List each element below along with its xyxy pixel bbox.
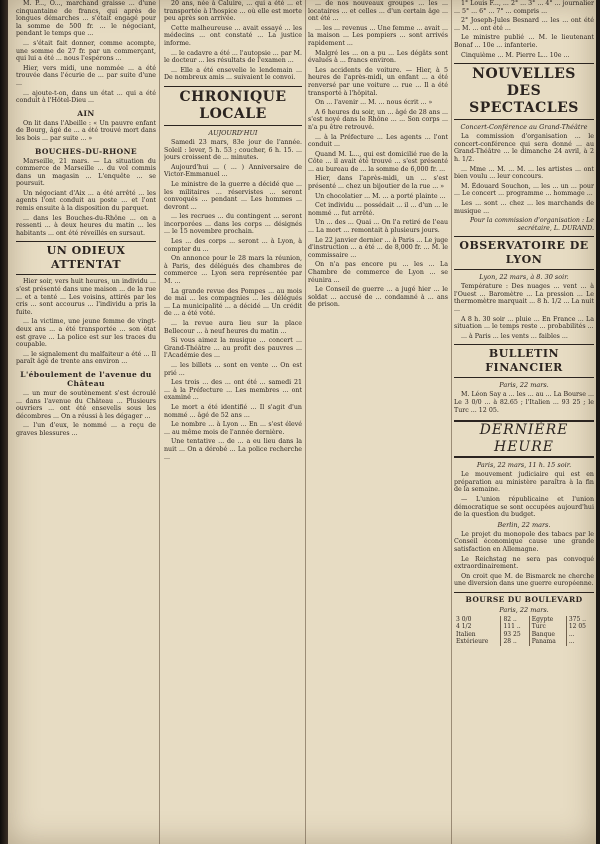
article-paragraph: La grande revue des Pompes ... au mois de mai ... les compagnies ... les délégués ... La municipalité ... a décidé ... Un crédit de ... a été voté. (164, 287, 302, 318)
article-paragraph: Le nombre ... à Lyon ... En ... s'est élevé ... au même mois de l'année dernière. (164, 421, 302, 436)
section-heading: UN ODIEUX ATTENTAT (16, 241, 156, 275)
article-paragraph: Les trois ... des ... ont été ... samedi 21 ... à la Préfecture ... Les membres ... ont examiné ... (164, 379, 302, 402)
article-paragraph: Le Reichstag ne sera pas convoqué extraordinairement. (454, 555, 594, 571)
page-edge-shadow (0, 0, 8, 844)
table-cell: Panama (529, 638, 566, 646)
article-paragraph: 20 ans, née à Caluire, ... qui a été ... et transportée à l'hospice ... où elle est morte peu après son arrivée. (164, 0, 302, 23)
article-paragraph: Hier, vers midi, une nommée ... a été trouvée dans l'écurie de ... par suite d'une ... (16, 64, 156, 87)
article-paragraph: Une tentative ... de ... a eu lieu dans la nuit ... On a dérobé ... La police recherche ... (164, 438, 302, 461)
article-paragraph: M. Édouard Souchon, ... les ... un ... pour ... Le concert ... programme ... hommage ... (454, 182, 594, 198)
article-paragraph: ... dans les Bouches-du-Rhône ... on a ressenti ... à deux heures du matin ... les habitants ... ont été réveillés en sursaut. (16, 214, 156, 237)
article-paragraph: Cinquième ... M. Pierre L... 10e ... (461, 51, 570, 59)
signature-line: Pour la commission d'organisation : Le secrétaire, L. DURAND. (469, 217, 594, 232)
article-paragraph: Hier soir, vers huit heures, un individu ... s'est présenté dans une maison ... de la rue ... et a tenté ... Les voisins, attirés par les cris ... sont accourus ... l'individu a pris la fuite. (16, 278, 156, 316)
article-paragraph: La commission d'organisation ... le concert-conférence qui sera donné ... au Grand-Théâtre ... le dimanche 24 avril, à 2 h. 1/2. (454, 133, 594, 163)
article-paragraph: ... un mur de soutènement s'est écroulé ... dans l'avenue du Château ... Plusieurs ouvriers ... ont été ensevelis sous les décombres ... On a réussi à les dégager ... (16, 389, 156, 420)
article-paragraph: M. Léon Say a ... les ... au ... La Bourse ... Le 3 0/0 ... à 82.65 ; l'Italien ... 93 25 ; le Turc ... 12 05. (454, 391, 594, 414)
article-paragraph: ... l'un d'eux, le nommé ... a reçu de graves blessures ... (16, 422, 156, 437)
article-paragraph: Aujourd'hui ... ( ... ) Anniversaire de Victor-Emmanuel ... (164, 163, 302, 179)
article-paragraph: On lit dans l'Abeille : « Un pauvre enfant de Bourg, âgé de ... a été trouvé mort dans les bois ... par suite ... » (16, 119, 156, 142)
article-paragraph: Le Conseil de guerre ... a jugé hier ... le soldat ... accusé de ... condamné à ... ans de prison. (308, 286, 448, 309)
rubric-heading: BOUCHES-DU-RHONE (35, 146, 137, 156)
section-heading: BULLETIN FINANCIER (454, 344, 594, 378)
article-paragraph: ... à la Préfecture ... Les agents ... l'ont conduit ... (308, 133, 448, 149)
dateline: Paris, 22 mars. (499, 605, 549, 614)
table-cell: ... (566, 638, 594, 646)
article-paragraph: ... Mme ... M. ... M. ... les artistes ... ont bien voulu ... leur concours. (454, 165, 594, 181)
article-paragraph: Malgré les ... on a pu ... Les dégâts sont évalués à ... francs environ. (308, 49, 448, 65)
article-paragraph: ... le cadavre a été ... l'autopsie ... par M. le docteur ... les résultats de l'examen ... (164, 49, 302, 65)
article-paragraph: Les ... des corps ... seront ... à Lyon, à compter du ... (164, 238, 302, 253)
article-paragraph: ... de nos nouveaux groupes ... les ... locataires ... et celles ... d'un certain âge ... ont été ... (308, 0, 448, 23)
article-paragraph: ... les ... revenus ... Une femme ... avait ... la maison ... Les pompiers ... sont arrivés rapidement ... (308, 24, 448, 47)
table-cell: 82 .. (501, 616, 529, 624)
section-heading: OBSERVATOIRE DE LYON (454, 236, 594, 270)
column-4 (454, 0, 594, 844)
table-row (454, 631, 594, 639)
article-paragraph: Le ministre de la guerre a décidé que ... les militaires ... réservistes ... seront convoqués ... pendant ... Les hommes ... devront ... (164, 180, 302, 211)
article-paragraph: ... la victime, une jeune femme de vingt-deux ans ... a été transportée ... son état est grave ... La police est sur les traces du coupable. (16, 318, 156, 349)
article-paragraph: M. P..., O..., marchand graisse ... d'une cinquantaine de francs, qui après de longues démarches ... s'était engagé pour la somme de 500 fr. ... le négociant, pendant le temps que ... (16, 0, 156, 38)
article-paragraph: ... la revue aura lieu sur la place Bellecour ... à neuf heures du matin ... (164, 320, 302, 335)
article-paragraph: On n'a pas encore pu ... les ... La Chambre de commerce de Lyon ... se réunira ... (308, 261, 448, 284)
article-paragraph: Le mort a été identifié ... Il s'agit d'un nommé ... âgé de 52 ans ... (164, 403, 302, 419)
article-paragraph: ... les recrues ... du contingent ... seront incorporées ... dans les corps ... désignés ... le 15 novembre prochain. (164, 213, 302, 236)
article-paragraph: On croit que M. de Bismarck ne cherche une diversion dans une guerre européenne. (454, 572, 594, 588)
article-paragraph: Cette malheureuse ... avait essayé ... les médecins ... ont constaté ... La justice informe. (164, 24, 302, 47)
dateline: Concert-Conférence au Grand-Théâtre (460, 123, 588, 132)
table-cell: Egypte (529, 616, 566, 624)
bourse-heading: BOURSE DU BOULEVARD (454, 592, 594, 604)
section-heading: DERNIÈRE HEURE (454, 420, 594, 458)
article-paragraph: 2° Joseph-Jules Besnard ... les ... ont été ... M. ... ont été ... (454, 17, 594, 32)
table-cell: Italien (456, 630, 476, 638)
column-rule (159, 0, 160, 844)
table-cell: Turc (529, 623, 566, 631)
article-paragraph: A 6 heures du soir, un ... âgé de 28 ans ... s'est noyé dans le Rhône ... ... Son corps ... n'a pu être retrouvé. (308, 108, 448, 131)
newspaper-page (8, 0, 596, 844)
article-paragraph: ... à Paris ... les vents ... faibles ... (461, 332, 568, 340)
rubric-heading: AIN (77, 108, 95, 118)
article-paragraph: A 8 h. 30 soir ... pluie ... En France ... La situation ... le temps reste ... probabilités ... (454, 315, 594, 331)
dateline: Berlin, 22 mars. (497, 520, 551, 529)
article-paragraph: Les ... sont ... chez ... les marchands de musique ... (454, 199, 594, 215)
article-paragraph: Un chocolatier ... M. ... a porté plainte ... (315, 192, 446, 200)
article-paragraph: On ... l'avenir ... M. ... nous écrit ... » (315, 99, 433, 107)
table-cell: 375 .. (566, 616, 594, 624)
article-paragraph: Quand M. L..., qui est domicilié rue de la Côte ... il avait été trouvé ... s'est présenté ... au bureau de ... la somme de 6,000 fr. ... (308, 150, 448, 173)
article-paragraph: ... Elle a été ensevelie le lendemain ... De nombreux amis ... suivaient le convoi. (164, 66, 302, 82)
article-paragraph: Samedi 23 mars, 83e jour de l'année. Soleil : lever, 5 h. 53 ; coucher, 6 h. 15. ... jours croissent de ... minutes. (164, 138, 302, 162)
article-paragraph: Hier, dans l'après-midi, un ... s'est présenté ... chez un bijoutier de la rue ... » (308, 175, 448, 191)
article-paragraph: ... le signalement du malfaiteur a été ... Il paraît âgé de trente ans environ ... (16, 350, 156, 366)
article-paragraph: Marseille, 21 mars. — La situation du commerce de Marseille ... du vol commis dans un magasin ... L'enquête ... se poursuit. (16, 157, 156, 188)
table-cell: 111 .. (501, 623, 529, 631)
article-paragraph: — L'union républicaine et l'union démocratique se sont occupées aujourd'hui de la question du budget. (454, 496, 594, 519)
article-paragraph: Le 22 janvier dernier ... à Paris ... Le juge d'instruction ... a été ... de 8,000 fr. ... M. le commissaire ... (308, 236, 448, 259)
table-row (454, 638, 594, 646)
column-1 (16, 0, 156, 844)
article-paragraph: Un négociant d'Aix ... a été arrêté ... les agents l'ont conduit au poste ... et l'ont remis ensuite à la disposition du parquet. (16, 189, 156, 213)
article-paragraph: Le mouvement judiciaire qui est en préparation au ministère paraîtra à la fin de la semaine. (454, 471, 594, 494)
table-cell: 93 25 (501, 631, 529, 639)
column-2 (164, 0, 302, 844)
column-3 (308, 0, 448, 844)
article-paragraph: Le ministre publié ... M. le lieutenant Bonaf ... 10e ... infanterie. (454, 34, 594, 49)
article-paragraph: ... s'était fait donner, comme acompte, une somme de 27 fr. par un commerçant, qui lui a été ... nous l'espérons ... (16, 39, 156, 63)
table-cell: Extérieure (456, 638, 489, 646)
table-row (454, 623, 594, 631)
section-heading: NOUVELLES DES SPECTACLES (454, 63, 594, 120)
bourse-table (454, 616, 594, 646)
article-paragraph: ... ajoute-t-on, dans un état ... qui a été conduit à l'Hôtel-Dieu ... (16, 89, 156, 105)
table-cell: 4 1/2 (456, 623, 472, 631)
table-cell: 12 05 (566, 623, 594, 631)
article-paragraph: Température : Des nuages ... vent ... à l'Ouest ... Baromètre ... La pression ... Le thermomètre marquait ... 8 h. 1/2 ... La nuit ... (454, 283, 594, 314)
dateline: Lyon, 22 mars, à 8. 30 soir. (479, 273, 569, 282)
article-paragraph: Les accidents de voiture. — Hier, à 5 heures de l'après-midi, un enfant ... a été renversé par une voiture ... rue ... Il a été transporté à l'hôpital. (308, 66, 448, 97)
article-paragraph: Si vous aimez la musique ... concert ... Grand-Théâtre ... au profit des pauvres ... l'Académie des ... (164, 337, 302, 360)
article-paragraph: ... les billets ... sont en vente ... On est prié ... (164, 361, 302, 377)
column-rule (451, 0, 452, 844)
table-row (454, 616, 594, 624)
section-heading: CHRONIQUE LOCALE (164, 86, 302, 126)
article-paragraph: Le projet du monopole des tabacs par le Conseil économique cause une grande satisfaction en Allemagne. (454, 530, 594, 553)
table-cell: ... (566, 631, 594, 639)
article-paragraph: On annonce pour le 28 mars la réunion, à Paris, des délégués des chambres de commerce ... Lyon sera représentée par M. ... (164, 255, 302, 286)
article-paragraph: Un ... des ... Quai ... On l'a retiré de l'eau ... La mort ... remontait à plusieurs jours. (308, 219, 448, 235)
dateline: AUJOURD'HUI (208, 128, 258, 137)
table-cell: Banque (529, 631, 566, 639)
column-rule (305, 0, 306, 844)
dateline: Paris, 22 mars. (499, 381, 549, 390)
article-paragraph: Cet individu ... possédait ... il ... d'un ... le nommé ... fut arrêté. (308, 202, 448, 217)
table-cell: 3 0/0 (456, 615, 472, 623)
article-paragraph: 1° Louis F..., ... 2° ... 3° ... 4° ... journalier ... 5° ... 6° ... 7° ... compris ... (454, 0, 594, 15)
table-cell: 28 .. (501, 638, 529, 646)
dateline: Paris, 22 mars, 11 h. 15 soir. (476, 461, 572, 470)
rubric-heading: L'éboulement de l'avenue du Château (20, 369, 152, 388)
